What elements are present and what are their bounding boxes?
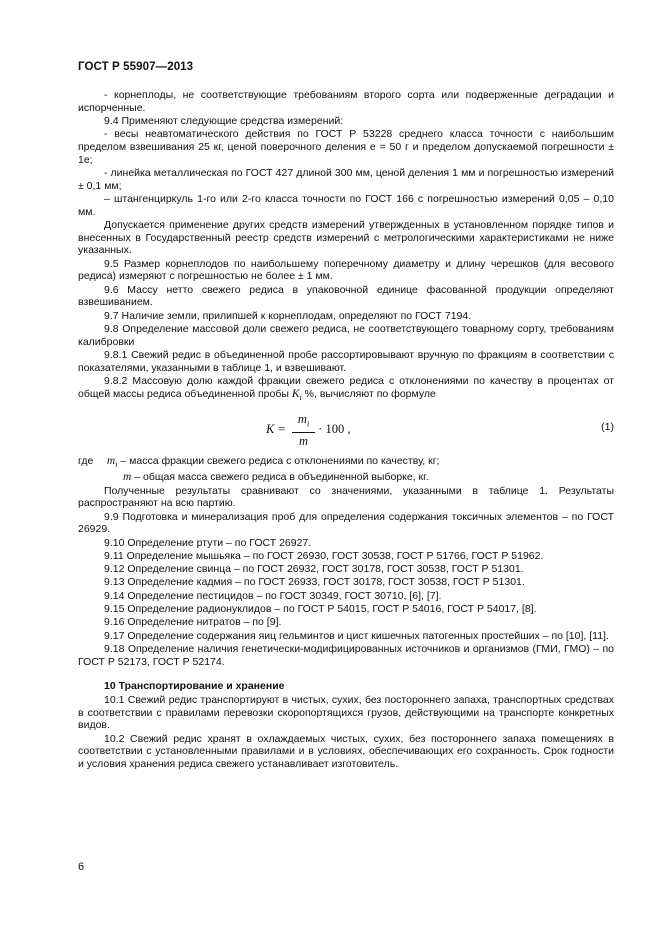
where-desc2: – общая масса свежего редиса в объединенной выборке, кг. xyxy=(131,471,429,484)
formula-number: (1) xyxy=(601,420,614,433)
document-body xyxy=(78,89,614,771)
section-10-title: 10 Транспортирование и хранение xyxy=(104,680,285,693)
paragraph-9-9: 9.9 Подготовка и минерализация проб для определения содержания токсичных элементов – по ГОСТ 26929. xyxy=(78,510,614,536)
where-var1-sub: i xyxy=(115,459,118,469)
formula-tail: · 100 , xyxy=(318,422,351,437)
page-number: 6 xyxy=(78,861,85,873)
paragraph-9-17: 9.17 Определение содержания яиц гельминтов и цист кишечных патогенных простейших – по [10], [11]. xyxy=(104,629,609,642)
p982-var: K xyxy=(291,387,300,400)
p982-sub: i xyxy=(299,392,302,402)
paragraph-9-8: 9.8 Определение массовой доли свежего редиса, не соответствующего товарному сорту, требованиям калибровки xyxy=(78,323,614,348)
where-var2: m xyxy=(123,471,132,484)
where-lead: где xyxy=(78,454,94,467)
document-header: ГОСТ Р 55907—2013 xyxy=(78,61,194,73)
paragraph-9-10: 9.10 Определение ртути – по ГОСТ 26927. xyxy=(104,536,312,549)
paragraph-9-13: 9.13 Определение кадмия – по ГОСТ 26933, ГОСТ 30178, ГОСТ 30538, ГОСТ Р 51301. xyxy=(104,576,525,589)
paragraph-9-11: 9.11 Определение мышьяка – по ГОСТ 26930, ГОСТ 30538, ГОСТ Р 51766, ГОСТ Р 51962. xyxy=(104,549,544,562)
paragraph-10-1: 10.1 Свежий редис транспортируют в чистых, сухих, без постороннего запаха, транспортных средствах в соответствии с правилами перевозки скоропортящихся грузов, действующими на транспорте конкретных видов. xyxy=(78,694,614,732)
where-line-1 xyxy=(78,455,614,472)
paragraph-scales: - весы неавтоматического действия по ГОСТ Р 53228 среднего класса точности с наибольшим пределом взвешивания 25 кг, ценой поверочного деления е = 50 г и пределом допускаемой погрешности ± 1е; xyxy=(78,128,614,166)
formula-numerator xyxy=(292,412,315,434)
paragraph-9-16: 9.16 Определение нитратов – по [9]. xyxy=(104,616,282,629)
where-desc1: – масса фракции свежего редиса с отклонениями по качеству, кг; xyxy=(117,454,440,467)
paragraph-9-8-2 xyxy=(78,375,614,405)
paragraph-9-12: 9.12 Определение свинца – по ГОСТ 26932, ГОСТ 30178, ГОСТ 30538, ГОСТ Р 51301. xyxy=(104,563,524,576)
where-line-2 xyxy=(78,471,614,484)
formula-expression xyxy=(266,412,350,449)
paragraph-results: Полученные результаты сравнивают со значениями, указанными в таблице 1. Результаты распространяют на всю партию. xyxy=(78,484,614,510)
paragraph-9-18: 9.18 Определение наличия генетически-модифицированных источников и организмов (ГМИ, ГМО) – по ГОСТ Р 52173, ГОСТ Р 52174. xyxy=(78,642,614,668)
p982-after: %, вычисляют по формуле xyxy=(301,387,436,400)
formula-numerator-sub: i xyxy=(306,419,310,428)
formula-1 xyxy=(78,409,614,453)
paragraph-9-14: 9.14 Определение пестицидов – по ГОСТ 30349, ГОСТ 30710, [6], [7]. xyxy=(104,589,442,602)
paragraph-10-2: 10.2 Свежий редис хранят в охлаждаемых чистых, сухих, без постороннего запаха помещениях в соответствии с установленными правилами и в условиях, обеспечивающих его сохранность. Срок годности и условия хранения редиса свежего устанавливает изготовитель. xyxy=(78,732,614,771)
paragraph-ruler: - линейка металлическая по ГОСТ 427 длиной 300 мм, ценой деления 1 мм и погрешностью измерений ± 0,1 мм; xyxy=(78,167,614,192)
where-var1: m xyxy=(106,454,116,467)
paragraph-caliper: – штангенциркуль 1-го или 2-го класса точности по ГОСТ 166 с погрешностью измерений 0,05 – 0,10 мм. xyxy=(78,193,614,218)
paragraph-9-6: 9.6 Массу нетто свежего редиса в упаковочной единице фасованной продукции определяют взвешиванием. xyxy=(78,283,614,309)
paragraph-9-5: 9.5 Размер корнеплодов по наибольшему поперечному диаметру и длину черешков (для весового редиса) измеряют с погрешностью не более ± 1 мм. xyxy=(78,257,614,283)
p982-before: 9.8.2 Массовую долю каждой фракции свежего редиса с отклонениями по качеству в процентах от общей массы редиса объединенной пробы xyxy=(78,375,614,400)
paragraph-root-vegetables: - корнеплоды, не соответствующие требованиям второго сорта или подверженные деградации и испорченные. xyxy=(78,89,614,114)
formula-numerator-var: m xyxy=(297,411,307,426)
formula-denominator: m xyxy=(299,434,309,448)
paragraph-9-8-1: 9.8.1 Свежий редис в объединенной пробе рассортировывают вручную по фракциям в соответствии с показателями, указанными в таблице 1, и взвешивают. xyxy=(78,349,614,374)
paragraph-other-instruments: Допускается применение других средств измерений утвержденных в установленном порядке типов и внесенных в Государственный реестр средств измерений с метрологическими характеристиками не ниже указанных. xyxy=(78,219,614,257)
paragraph-9-7: 9.7 Наличие земли, прилипшей к корнеплодам, определяют по ГОСТ 7194. xyxy=(104,309,472,322)
paragraph-9-4: 9.4 Применяют следующие средства измерений: xyxy=(104,115,344,127)
formula-lhs: K = xyxy=(266,422,286,437)
formula-fraction xyxy=(292,412,315,449)
paragraph-9-15: 9.15 Определение радионуклидов – по ГОСТ Р 54015, ГОСТ Р 54016, ГОСТ Р 54017, [8]. xyxy=(104,603,537,616)
